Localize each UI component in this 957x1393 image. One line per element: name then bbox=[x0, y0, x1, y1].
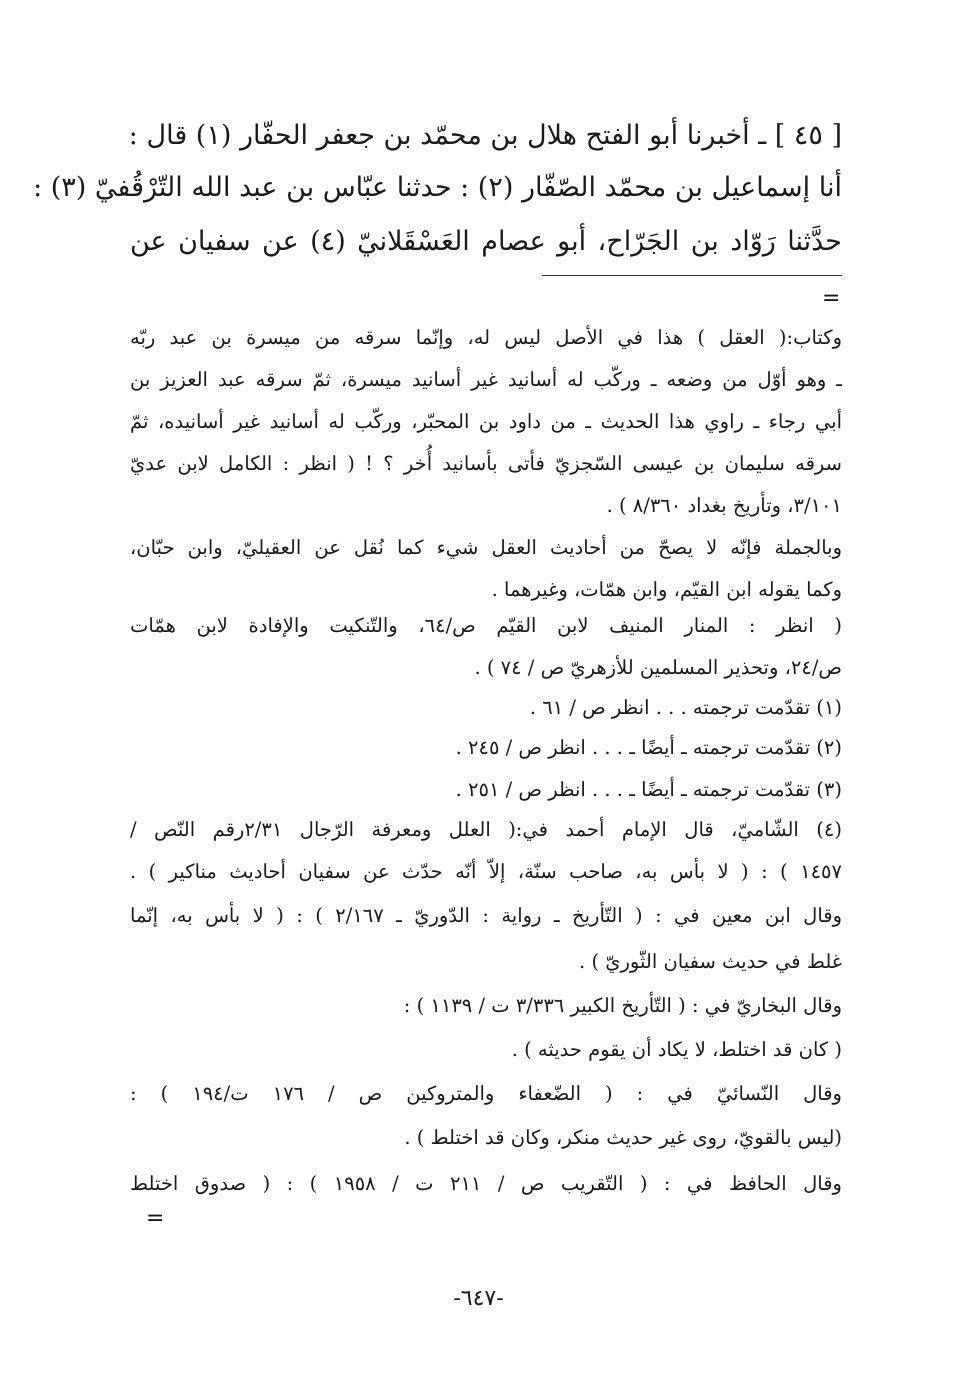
note-line-5: ٣/١٠١، وتأريخ بغداد ٨/٣٦٠ ) . bbox=[606, 494, 842, 517]
main-text-line-2: أنا إسماعيل بن محمّد الصّفّار (٢) : حدثنا عبّاس بن عبد الله التّرْقُفيّ (٣) : bbox=[33, 172, 842, 203]
continuation-mark-top: = bbox=[822, 286, 841, 311]
footnote-4-line-6: ( كان قد اختلط، لا يكاد أن يقوم حديثه ) . bbox=[511, 1038, 842, 1061]
footnote-4-line-5: وقال البخاريّ في : ( التّأريخ الكبير ٣/٣٣٦ ت / ١١٣٩ ) : bbox=[403, 994, 842, 1017]
continuation-mark-bottom: = bbox=[146, 1206, 165, 1231]
footnote-4-line-9: وقال الحافظ في : ( التّقريب ص / ٢١١ ت / ١٩٥٨ ) : ( صدوق اختلط bbox=[130, 1172, 842, 1195]
note-line-8: ( انظر : المنار المنيف لابن القيّم ص/٦٤، والتّنكيت والإفادة لابن همّات bbox=[130, 614, 842, 637]
footnote-4-line-7: وقال النّسائيّ في : ( الضّعفاء والمتروكين ص / ١٧٦ ت/١٩٤ ) : bbox=[130, 1082, 842, 1105]
note-line-1: وكتاب:( العقل ) هذا في الأصل ليس له، وإنّما سرقه من ميسرة بن عبد ربّه bbox=[130, 326, 842, 349]
footnote-4-line-3: وقال ابن معين في : ( التّأريخ ـ رواية : الدّوريّ ـ ٢/١٦٧ ) : ( لا بأس به، إنّما bbox=[130, 904, 842, 927]
note-line-9: ص/٢٤، وتحذير المسلمين للأزهريّ ص / ٧٤ ) . bbox=[474, 656, 842, 679]
note-line-4: سرقه سليمان بن عيسى السّجزيّ فأتى بأسانيد أُخر ؟ ! ( انظر : الكامل لابن عديّ bbox=[130, 452, 842, 475]
footnote-separator bbox=[542, 275, 842, 276]
note-line-7: وكما يقوله ابن القيّم، وابن همّات، وغيرهما . bbox=[491, 578, 842, 601]
footnote-4-line-2: ١٤٥٧ ) : ( لا بأس به، صاحب سنّة، إلاّ أنّه حدّث عن سفيان أحاديث مناكير ) . bbox=[130, 860, 842, 883]
page-number: -٦٤٧- bbox=[453, 1286, 504, 1311]
footnote-4-line-4: غلط في حديث سفيان الثّوريّ ) . bbox=[579, 950, 842, 973]
main-text-line-3: حدَّثنا رَوّاد بن الجَرّاح، أبو عصام العَسْقَلانيّ (٤) عن سفيان عن bbox=[130, 226, 842, 257]
footnote-3: (٣) تقدّمت ترجمته ـ أيضًا ـ . . . انظر ص / ٢٥١ . bbox=[455, 778, 842, 801]
footnote-4-line-1: (٤) الشّاميّ، قال الإمام أحمد في:( العلل ومعرفة الرّجال ٢/٣١رقم النّص / bbox=[130, 818, 842, 841]
footnote-2: (٢) تقدّمت ترجمته ـ أيضًا ـ . . . انظر ص / ٢٤٥ . bbox=[455, 736, 842, 759]
note-line-3: أبي رجاء ـ راوي هذا الحديث ـ من داود بن المحبّر، وركّب له أسانيد غير أسانيده، ثمّ bbox=[130, 410, 842, 433]
main-text-line-1: [ ٤٥ ] ـ أخبرنا أبو الفتح هلال بن محمّد بن جعفر الحفّار (١) قال : bbox=[128, 120, 842, 151]
footnote-4-line-8: (ليس بالقويّ، روى غير حديث منكر، وكان قد اختلط ) . bbox=[404, 1126, 842, 1149]
note-line-6: وبالجملة فإنّه لا يصحّ من أحاديث العقل شيء كما نُقل عن العقيليّ، وابن حبّان، bbox=[130, 536, 842, 559]
note-line-2: ـ وهو أوّل من وضعه ـ وركّب له أسانيد غير أسانيد ميسرة، ثمّ سرقه عبد العزيز بن bbox=[130, 368, 842, 391]
footnote-1: (١) تقدّمت ترجمته . . . انظر ص / ٦١ . bbox=[529, 696, 842, 719]
